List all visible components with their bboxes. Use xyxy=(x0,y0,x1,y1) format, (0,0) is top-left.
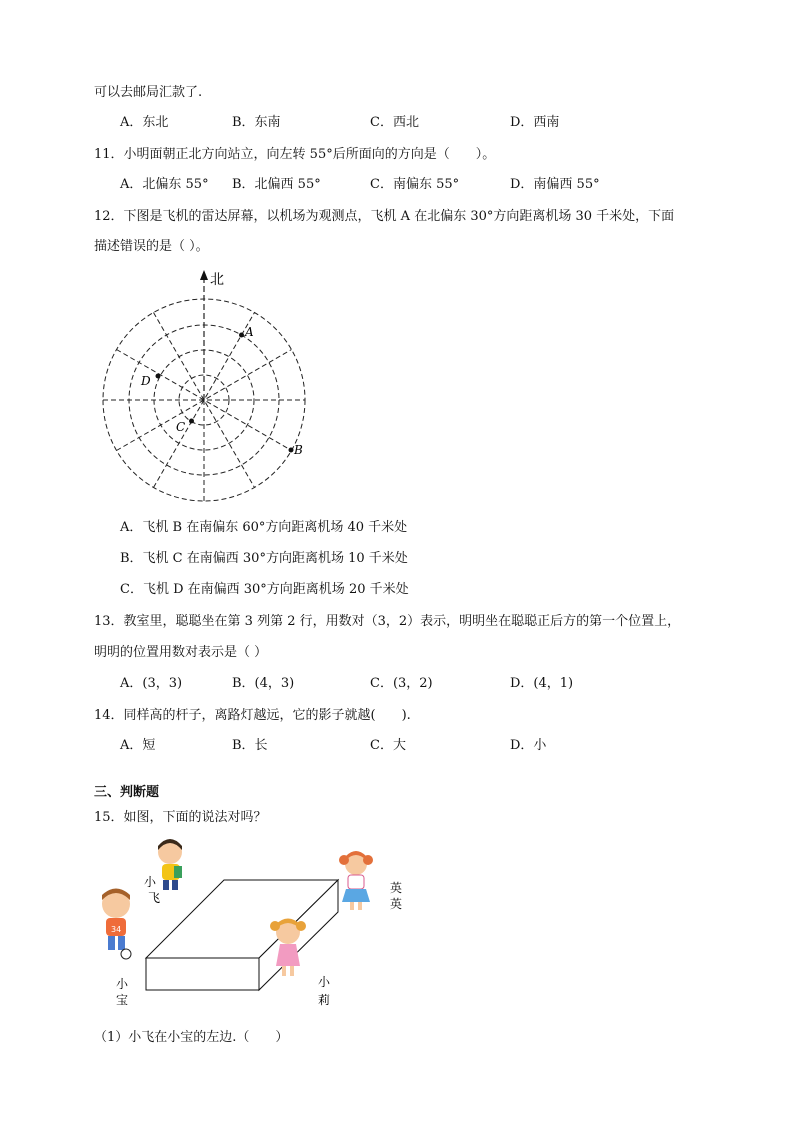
q11-option-c[interactable]: C．南偏东 55° xyxy=(370,177,460,192)
table-slab xyxy=(146,880,338,990)
q12-option-a[interactable]: A．飞机 B 在南偏东 60°方向距离机场 40 千米处 xyxy=(120,520,408,535)
north-label: 北 xyxy=(210,272,224,288)
slab-front xyxy=(146,958,259,990)
q13-text-line1: 13．教室里，聪聪坐在第 3 列第 2 行，用数对（3，2）表示，明明坐在聪聪正后方的第一个位置上， xyxy=(94,614,681,629)
q15-sub1: （1）小飞在小宝的左边.（ ） xyxy=(94,1030,289,1045)
q12-option-c[interactable]: C．飞机 D 在南偏西 30°方向距离机场 20 千米处 xyxy=(120,582,409,597)
name-xiaofei-2: 飞 xyxy=(148,891,161,905)
point-a-label: A xyxy=(245,325,254,339)
name-xiaofei-1: 小 xyxy=(144,875,157,889)
point-b-dot xyxy=(289,448,294,453)
q14-option-b[interactable]: B．长 xyxy=(232,738,268,753)
q11-text: 11．小明面朝正北方向站立，向左转 55°后所面向的方向是（ ）。 xyxy=(94,147,496,162)
q10-option-a[interactable]: A．东北 xyxy=(120,115,169,130)
point-c-label: C xyxy=(176,420,186,434)
q10-option-c[interactable]: C．西北 xyxy=(370,115,419,130)
xiaofei-figure xyxy=(158,839,182,890)
q13-option-a[interactable]: A．(3，3) xyxy=(120,676,183,691)
point-d-label: D xyxy=(141,374,151,388)
q10-option-d[interactable]: D．西南 xyxy=(510,115,560,130)
q13-text-line2: 明明的位置用数对表示是（ ） xyxy=(94,645,268,660)
q11-option-a[interactable]: A．北偏东 55° xyxy=(120,177,209,192)
q14-option-d[interactable]: D．小 xyxy=(510,738,547,753)
q15-text: 15．如图，下面的说法对吗？ xyxy=(94,810,267,825)
svg-text:34: 34 xyxy=(111,925,122,934)
point-c-dot xyxy=(189,419,194,424)
name-yingying-2: 英 xyxy=(390,897,403,911)
q11-option-d[interactable]: D．南偏西 55° xyxy=(510,177,600,192)
north-arrow-icon xyxy=(200,270,208,280)
q13-option-d[interactable]: D．(4，1) xyxy=(510,676,574,691)
q14-option-c[interactable]: C．大 xyxy=(370,738,406,753)
q15-figure xyxy=(94,836,414,1026)
q14-text: 14．同样高的杆子，离路灯越远，它的影子就越( ). xyxy=(94,708,411,723)
name-xiaobao-2: 宝 xyxy=(116,993,129,1007)
q10-option-b[interactable]: B．东南 xyxy=(232,115,281,130)
q12-text-line2: 描述错误的是（ ）。 xyxy=(94,239,209,254)
section-title: 三、判断题 xyxy=(94,785,160,800)
yingying-figure xyxy=(339,851,373,910)
xiaobao-figure xyxy=(102,889,131,960)
q12-option-b[interactable]: B．飞机 C 在南偏西 30°方向距离机场 10 千米处 xyxy=(120,551,408,566)
q13-option-c[interactable]: C．(3，2) xyxy=(370,676,433,691)
point-d-dot xyxy=(156,374,161,379)
name-xiaoli-1: 小 xyxy=(318,975,331,989)
intro-line: 可以去邮局汇款了. xyxy=(94,85,203,100)
q14-option-a[interactable]: A．短 xyxy=(120,738,156,753)
point-b-label: B xyxy=(294,443,303,457)
point-a-dot xyxy=(239,333,244,338)
radar-figure xyxy=(94,266,314,506)
name-xiaoli-2: 莉 xyxy=(318,993,331,1007)
q12-text-line1: 12．下图是飞机的雷达屏幕，以机场为观测点，飞机 A 在北偏东 30°方向距离机场 30 千米处，下面 xyxy=(94,209,675,224)
name-yingying-1: 英 xyxy=(390,881,403,895)
q11-option-b[interactable]: B．北偏西 55° xyxy=(232,177,321,192)
q13-option-b[interactable]: B．(4，3) xyxy=(232,676,295,691)
name-xiaobao-1: 小 xyxy=(116,977,129,991)
